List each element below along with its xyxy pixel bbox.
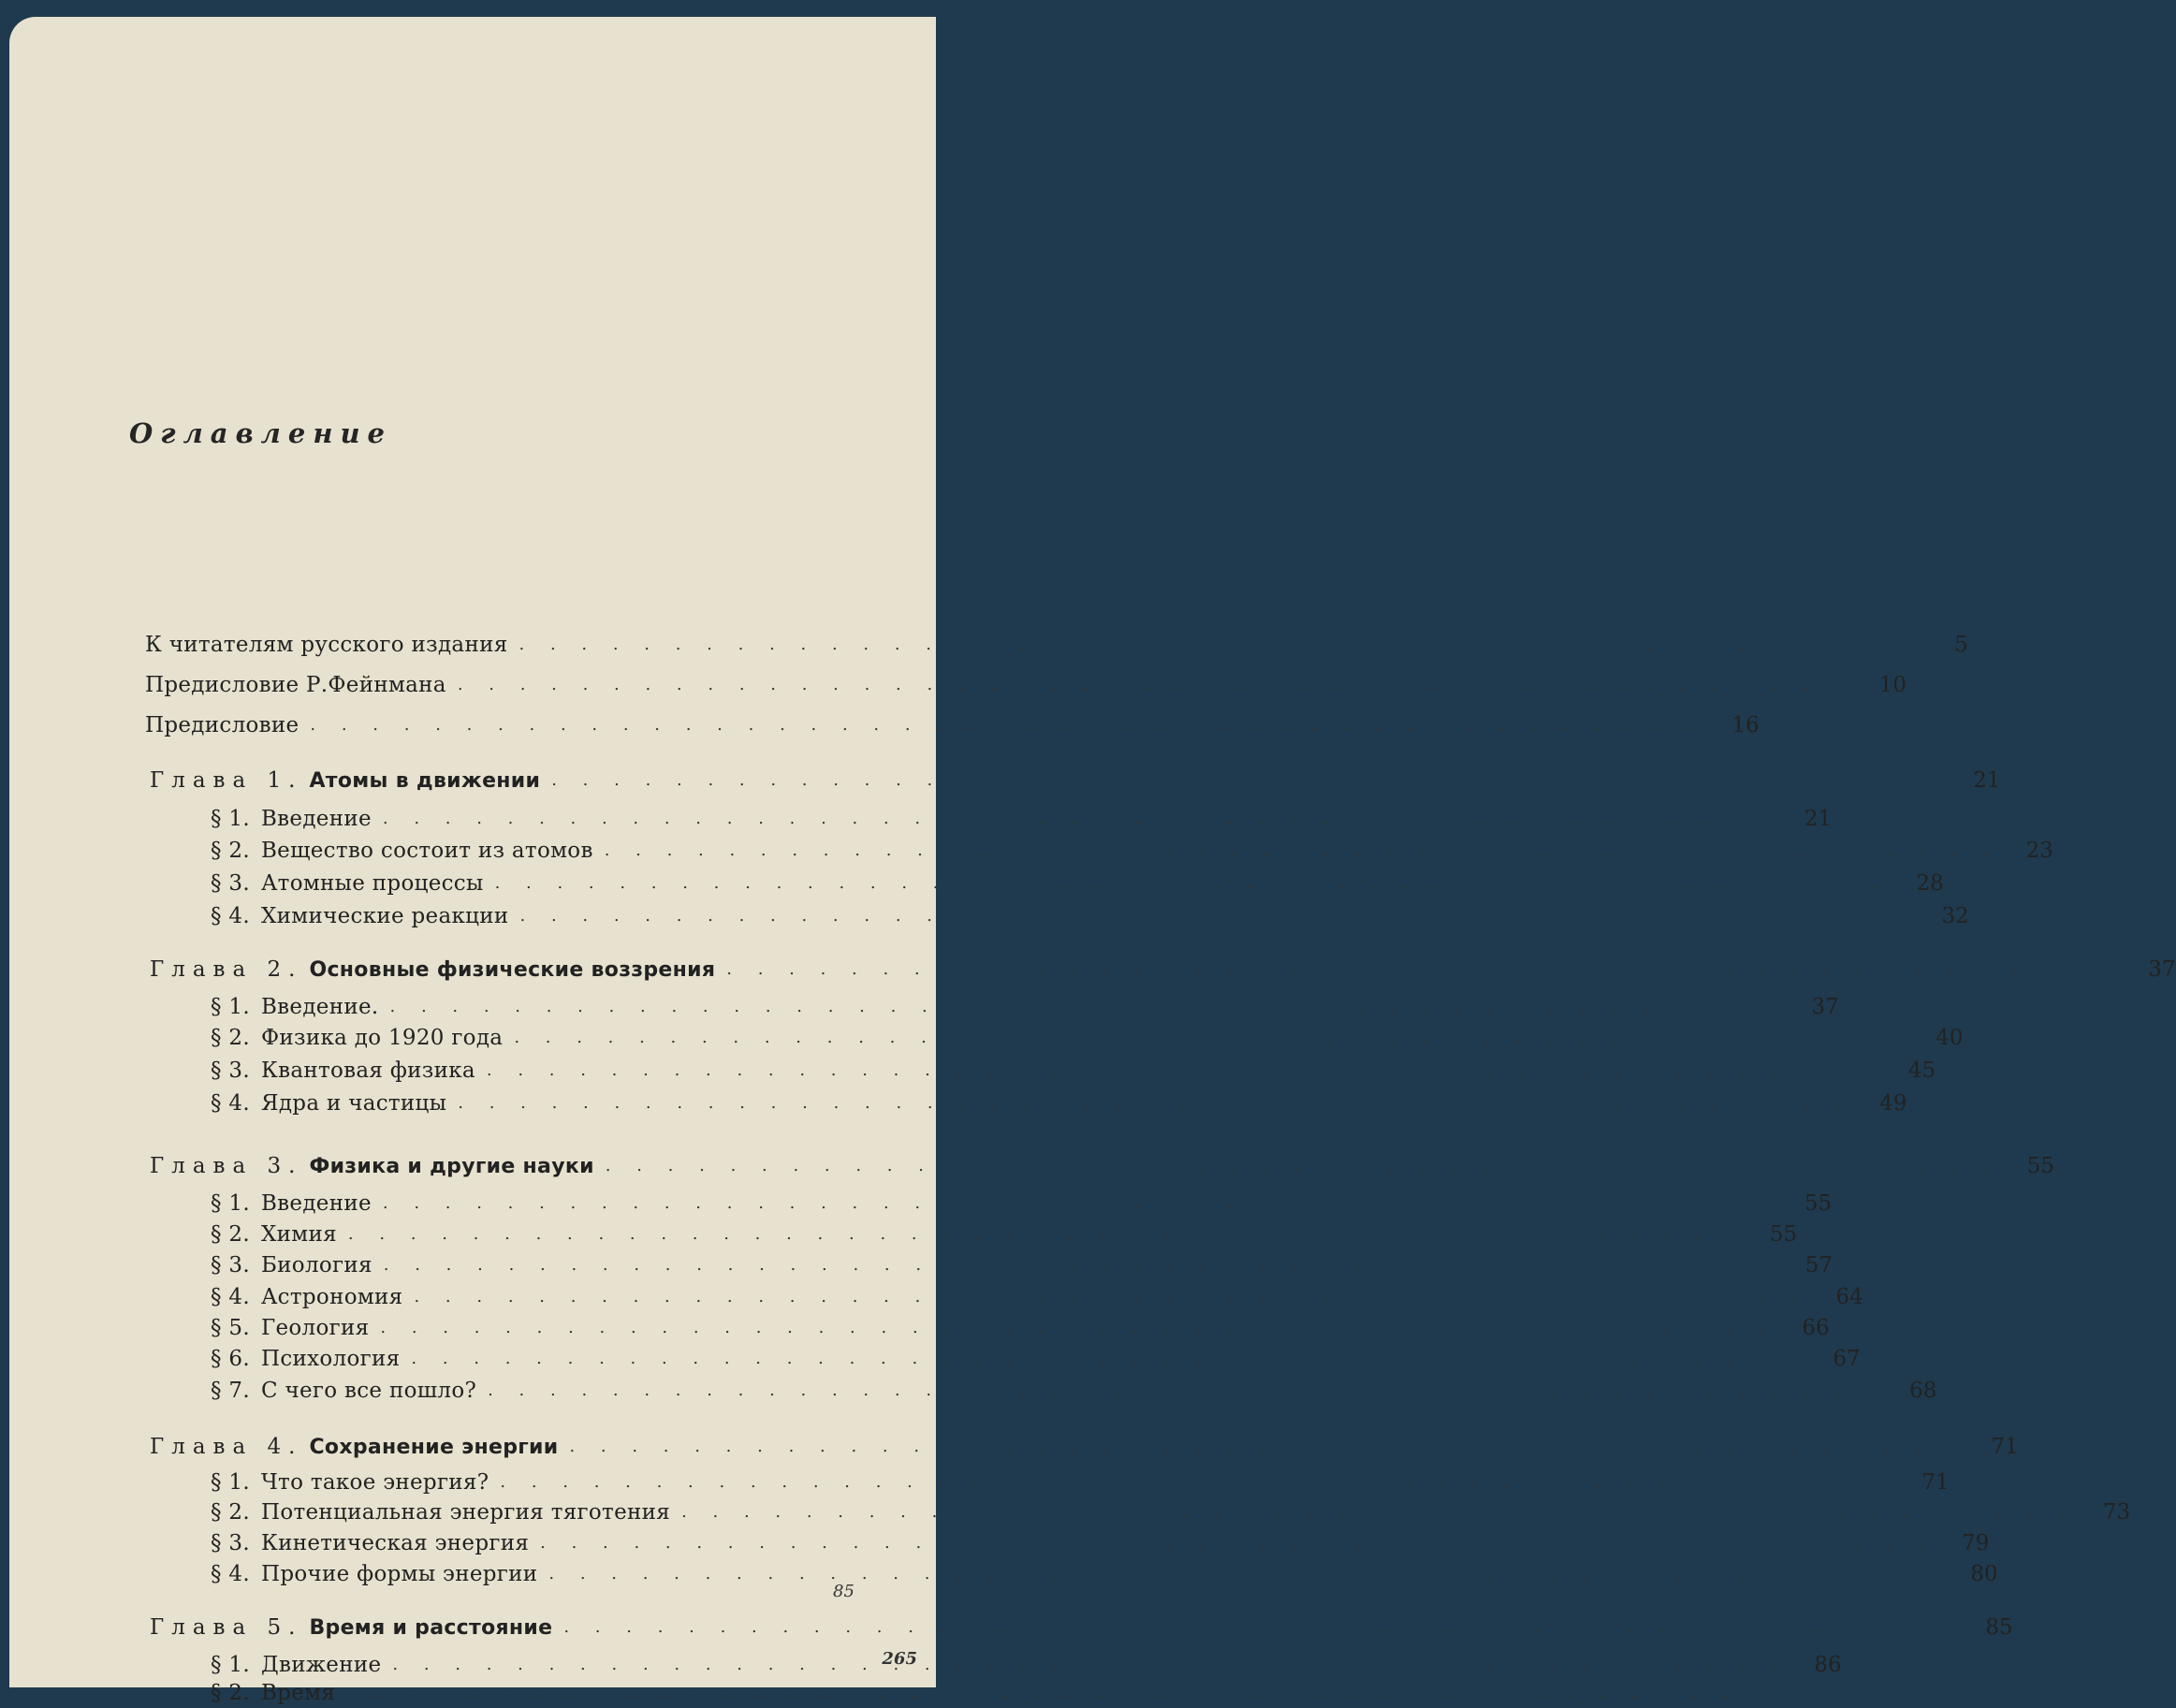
leader-dots: [569, 1438, 1962, 1455]
leader-dots: [488, 1382, 1880, 1399]
section-title: Время: [260, 1681, 336, 1705]
page-number: 49: [1879, 1091, 1907, 1116]
table-of-contents: [9, 17, 2176, 1705]
chapter-prefix: Глава 3.: [150, 1154, 303, 1178]
chapter-title: Атомы в движении: [309, 769, 541, 793]
page-number: 67: [1833, 1347, 1861, 1371]
toc-section-row: [211, 901, 1969, 931]
section-number: § 2.: [211, 1500, 250, 1525]
toc-section-row: [211, 1250, 1833, 1280]
section-label: [211, 1026, 503, 1050]
leader-dots: [551, 772, 1944, 789]
page-number: 23: [2025, 839, 2053, 863]
section-number: § 4.: [211, 1091, 250, 1116]
page-number: 66: [1802, 1316, 1830, 1340]
page-number: 57: [1804, 1253, 1833, 1277]
page-number: 80: [1970, 1562, 1998, 1586]
leader-dots: [380, 1320, 1773, 1336]
page-number: 32: [1941, 904, 1969, 928]
page-number: 40: [1935, 1026, 1964, 1050]
toc-section-row: [211, 1344, 1861, 1374]
section-label: [211, 1470, 489, 1495]
toc-chapter-row: [150, 955, 2176, 985]
section-title: Химия: [260, 1222, 337, 1247]
toc-section-row: [211, 1678, 922, 1708]
page-number: 21: [1973, 768, 2001, 793]
chapter-title: Время и расстояние: [309, 1616, 553, 1640]
chapter-label: [150, 1154, 594, 1178]
toc-chapter-row: [150, 1432, 2019, 1462]
page-number: 10: [1878, 673, 1907, 697]
section-title: Потенциальная энергия тяготения: [260, 1500, 671, 1525]
section-title: Ядра и частицы: [260, 1091, 447, 1116]
section-number: § 6.: [211, 1347, 250, 1371]
chapter-label: [150, 957, 715, 982]
section-number: § 1.: [211, 1191, 250, 1216]
page-number: 55: [1804, 1191, 1833, 1216]
section-title: Астрономия: [260, 1285, 403, 1309]
page-number: 5: [1954, 633, 1968, 657]
toc-section-row: [211, 1056, 1936, 1086]
leader-dots: [514, 1029, 1906, 1046]
section-title: Квантовая физика: [260, 1058, 475, 1083]
section-number: § 1.: [211, 807, 250, 831]
section-title: Введение: [260, 1191, 372, 1216]
toc-section-row: [211, 1023, 1964, 1053]
entry-label: Предисловие Р.Фейнмана: [145, 673, 446, 697]
page-number: 68: [1909, 1379, 1937, 1403]
chapter-prefix: Глава 5.: [150, 1615, 303, 1640]
leader-dots: [519, 636, 1912, 653]
toc-section-row: [211, 1282, 1863, 1312]
section-title: Введение: [260, 807, 372, 831]
leader-dots: [458, 677, 1850, 693]
book-page: [9, 17, 2176, 1705]
leader-dots: [310, 717, 1702, 734]
leader-dots: [411, 1350, 1804, 1367]
section-number: § 3.: [211, 1058, 250, 1083]
chapter-title: Основные физические воззрения: [309, 958, 716, 982]
toc-chapter-row: [150, 1613, 2013, 1642]
section-title: Введение.: [260, 995, 379, 1019]
section-label: [211, 1562, 537, 1586]
leader-dots: [540, 1535, 1933, 1552]
section-number: § 3.: [211, 1253, 250, 1277]
section-number: § 1.: [211, 995, 250, 1019]
leader-dots: [548, 1566, 1941, 1583]
leader-dots: [383, 810, 1775, 827]
section-title: Геология: [260, 1316, 370, 1340]
page-number: 73: [2103, 1500, 2131, 1525]
page-number: 28: [1916, 871, 1944, 896]
section-title: Химические реакции: [260, 904, 509, 928]
section-title: Кинетическая энергия: [260, 1531, 530, 1555]
page-number: 45: [1907, 1058, 1936, 1083]
section-number: § 1.: [211, 1470, 250, 1495]
section-number: § 5.: [211, 1316, 250, 1340]
section-label: [211, 1681, 335, 1705]
page-number: 21: [1804, 807, 1833, 831]
leader-dots: [681, 1504, 2074, 1521]
section-label: [211, 1058, 475, 1083]
section-label: [211, 807, 372, 831]
section-title: Биология: [260, 1253, 372, 1277]
leader-dots: [384, 1257, 1776, 1274]
stray-page-number: 85: [833, 1582, 854, 1601]
page-number: 71: [1921, 1470, 1950, 1495]
toc-section-row: [211, 1313, 1830, 1343]
section-label: [211, 1222, 337, 1247]
toc-section-row: [211, 1189, 1833, 1219]
leader-dots: [605, 842, 1997, 859]
section-title: С чего все пошло?: [260, 1379, 477, 1403]
section-number: § 4.: [211, 904, 250, 928]
toc-chapter-row: [150, 766, 2001, 796]
section-title: Прочие формы энергии: [260, 1562, 538, 1586]
toc-section-row: [211, 992, 1839, 1022]
section-title: Атомные процессы: [260, 871, 484, 896]
toc-section-row: [211, 1559, 1998, 1589]
page-number: 86: [1814, 1653, 1842, 1677]
chapter-title: Физика и другие науки: [309, 1155, 594, 1178]
leader-dots: [487, 1062, 1879, 1079]
leader-dots: [726, 961, 2119, 978]
section-number: § 2.: [211, 1681, 250, 1705]
chapter-label: [150, 768, 540, 793]
leader-dots: [348, 1226, 1741, 1243]
section-label: [211, 1347, 400, 1371]
toc-entry-row: [145, 630, 1968, 660]
page-folio: 265: [882, 1649, 917, 1669]
leader-dots: [383, 1195, 1775, 1212]
toc-entry-row: [145, 670, 1907, 700]
page-number: 16: [1731, 713, 1760, 737]
section-number: § 1.: [211, 1653, 250, 1677]
leader-dots: [390, 999, 1783, 1015]
chapter-title: Сохранение энергии: [309, 1436, 559, 1459]
section-label: [211, 1191, 372, 1216]
leader-dots: [458, 1095, 1850, 1112]
section-number: § 2.: [211, 1026, 250, 1050]
section-title: Движение: [260, 1653, 382, 1677]
leader-dots: [346, 1685, 1739, 1701]
section-label: [211, 1253, 372, 1277]
section-number: § 4.: [211, 1285, 250, 1309]
section-number: § 7.: [211, 1379, 250, 1403]
page-number: 85: [1985, 1615, 2013, 1640]
page-number: 64: [1835, 1285, 1863, 1309]
section-label: [211, 839, 593, 863]
section-label: [211, 1316, 369, 1340]
page-number: 55: [1769, 1222, 1798, 1247]
page-number: 37: [1811, 995, 1839, 1019]
section-label: [211, 995, 379, 1019]
toc-section-row: [211, 1528, 1990, 1558]
toc-section-row: [211, 1376, 1937, 1406]
leader-dots: [500, 1474, 1892, 1491]
toc-section-row: [211, 869, 1944, 898]
section-label: [211, 1379, 476, 1403]
section-number: § 2.: [211, 839, 250, 863]
entry-label: Предисловие: [145, 713, 299, 737]
section-number: § 3.: [211, 871, 250, 896]
leader-dots: [563, 1619, 1956, 1636]
entry-label: К читателям русского издания: [145, 633, 508, 657]
section-title: Психология: [260, 1347, 401, 1371]
chapter-prefix: Глава 4.: [150, 1435, 303, 1459]
page-number: 37: [2148, 957, 2176, 982]
leader-dots: [495, 875, 1888, 892]
toc-section-row: [211, 1467, 1950, 1497]
section-label: [211, 1285, 402, 1309]
section-label: [211, 871, 484, 896]
toc-section-row: [211, 836, 2053, 866]
leader-dots: [414, 1289, 1806, 1306]
toc-heading: Оглавление: [129, 417, 392, 449]
toc-section-row: [211, 804, 1833, 834]
section-title: Что такое энергия?: [260, 1470, 489, 1495]
chapter-prefix: Глава 1.: [150, 768, 303, 793]
section-label: [211, 1091, 446, 1116]
page-number: 79: [1962, 1531, 1990, 1555]
chapter-label: [150, 1435, 558, 1459]
chapter-prefix: Глава 2.: [150, 957, 303, 982]
toc-entry-row: [145, 710, 1760, 740]
section-label: [211, 1531, 529, 1555]
section-number: § 2.: [211, 1222, 250, 1247]
toc-section-row: [211, 1088, 1907, 1118]
toc-section-row: [211, 1497, 2131, 1527]
leader-dots: [606, 1158, 1998, 1175]
section-number: § 3.: [211, 1531, 250, 1555]
leader-dots: [520, 908, 1913, 925]
section-number: § 4.: [211, 1562, 250, 1586]
page-number: 71: [1991, 1435, 2019, 1459]
section-title: Вещество состоит из атомов: [260, 839, 593, 863]
section-label: [211, 1653, 381, 1677]
section-label: [211, 904, 509, 928]
toc-chapter-row: [150, 1151, 2055, 1181]
toc-section-row: [211, 1219, 1798, 1249]
leader-dots: [392, 1657, 1785, 1673]
section-label: [211, 1500, 670, 1525]
toc-section-row: [211, 1650, 1842, 1680]
section-title: Физика до 1920 года: [260, 1026, 504, 1050]
page-number: 55: [2026, 1154, 2055, 1178]
chapter-label: [150, 1615, 552, 1640]
